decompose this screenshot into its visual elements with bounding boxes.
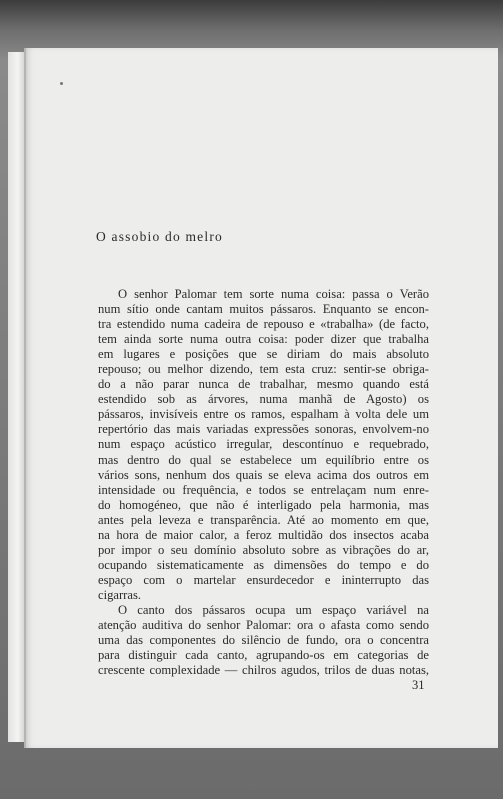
text-line: na hora de maior calor, a feroz multidão dos insectos acaba — [98, 527, 429, 542]
text-line: do homogéneo, que não é interligado pela harmonia, mas — [98, 497, 429, 512]
text-line: repertório das mais variadas expressões sonoras, envolvem-no — [98, 422, 429, 437]
chapter-title: O assobio do melro — [96, 229, 223, 244]
text-line: para distinguir cada canto, agrupando-os em categorias de — [98, 648, 429, 663]
page-gutter — [24, 48, 26, 748]
text-line: tra estendido numa cadeira de repouso e «trabalha» (de facto, — [98, 317, 429, 332]
text-line: atenção auditiva do senhor Palomar: ora o afasta como sendo — [98, 618, 429, 633]
text-line: O canto dos pássaros ocupa um espaço variável na — [118, 602, 429, 617]
text-line: vários sons, nenhum dos quais se eleva acima dos outros em — [98, 467, 429, 482]
text-line: tem ainda sorte numa outra coisa: poder dizer que trabalha — [98, 332, 429, 347]
text-line: crescente complexidade — chilros agudos, trilos de duas notas, — [98, 663, 429, 678]
paper-speck — [60, 82, 63, 85]
text-line: pássaros, invisíveis entre os ramos, espalham à volta dele um — [98, 407, 429, 422]
text-line: antes pela leveza e transparência. Até ao momento em que, — [98, 512, 429, 527]
previous-page-edge — [8, 52, 24, 742]
text-line: uma das componentes do silêncio de fundo, ora o concentra — [98, 633, 429, 648]
text-line: repouso; ou melhor dizendo, tem esta cruz: sentir-se obriga- — [98, 362, 429, 377]
text-line: ocupando sistematicamente as dimensões do tempo e do — [98, 557, 429, 572]
text-line: por impor o seu domínio absoluto sobre as vibrações do ar, — [98, 542, 429, 557]
body-text — [98, 287, 429, 678]
text-line: num sítio onde cantam muitos pássaros. Enquanto se encon- — [98, 302, 429, 317]
text-line: O senhor Palomar tem sorte numa coisa: passa o Verão — [118, 287, 429, 301]
text-line: num espaço acústico irregular, descontínuo e requebrado, — [98, 437, 429, 452]
text-line: mas dentro do qual se estabelece um equilíbrio entre os — [98, 452, 429, 467]
text-line: cigarras. — [98, 587, 142, 602]
text-line: do a não parar nunca de trabalhar, mesmo quando está — [98, 377, 429, 392]
text-line: espaço com o martelar ensurdecedor e ininterrupto das — [98, 572, 429, 587]
text-line: estendido sob as árvores, numa manhã de Agosto) os — [98, 392, 429, 407]
text-line: em lugares e posições que se diriam do mais absoluto — [98, 347, 429, 362]
page-number: 31 — [412, 678, 425, 692]
text-line: intensidade ou frequência, e todos se entrelaçam num enre- — [98, 482, 429, 497]
